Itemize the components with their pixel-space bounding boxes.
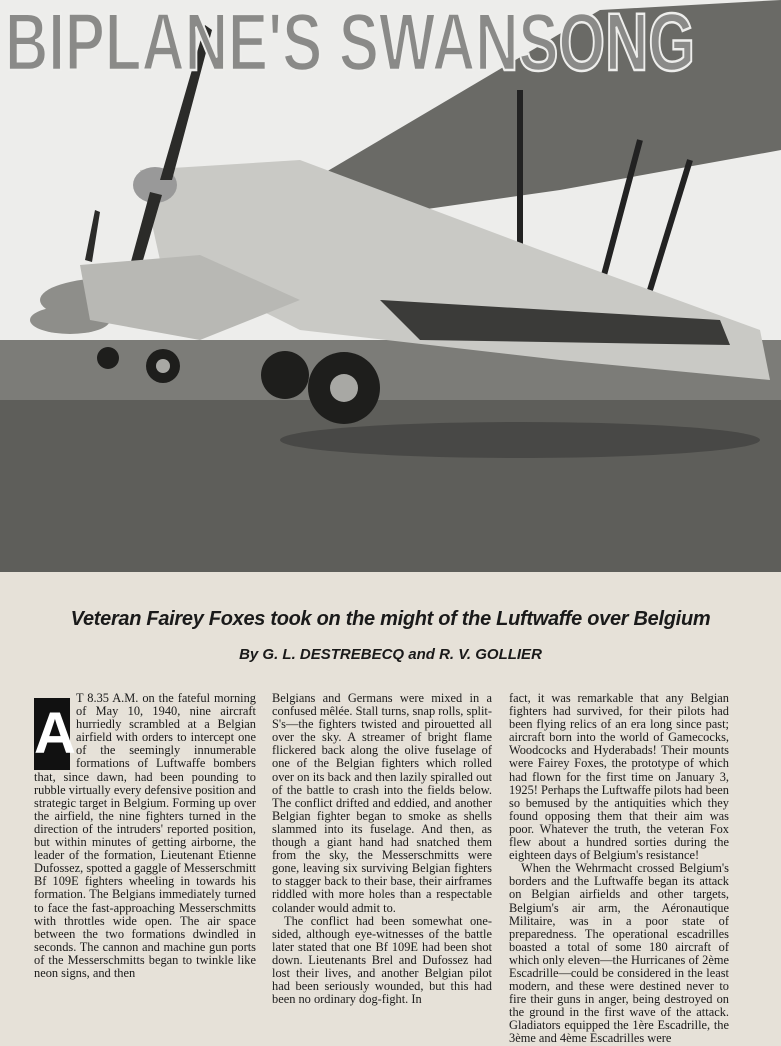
byline: By G. L. DESTREBECQ and R. V. GOLLIER [239, 646, 542, 663]
headline [0, 0, 700, 80]
paragraph: When the Wehrmacht crossed Belgium's borders and the Luftwaffe began its attack on Belgian airfields and other targets, Belgium's air arm, the Aéronautique Militaire, was in a poor state of preparedness. The operational escadrilles boasted a total of some 180 aircraft of which only eleven—the Hurricanes of 2ème Escadrille—could be considered in the least modern, and these were destined never to fire their guns in anger, being destroyed on the ground in the first wave of the attack. Gladiators equipped the 1ère Escadrille, the 3ème and 4ème Escadrilles were [509, 861, 729, 1046]
article-column-1 [34, 692, 256, 980]
paragraph: fact, it was remarkable that any Belgian fighters had survived, for their pilots had been flying relics of an era long since past; aircraft born into the world of Gamecocks, Woodcocks and Hyderabads! Their mounts were Fairey Foxes, the prototype of which had flown for the first time on January 3, 1925! Perhaps the Luftwaffe pilots had been so bemused by the antiquities which they found opposing them that their aim was poor. Whatever the truth, the veteran Fox flew about a hundred sorties during the eighteen days of Belgium's resistance! [509, 691, 729, 863]
subtitle: Veteran Fairey Foxes took on the might of the Luftwaffe over Belgium [70, 608, 711, 630]
drop-cap: A [34, 698, 70, 770]
paragraph: The conflict had been somewhat one-sided, although eye-witnesses of the battle later stated that one Bf 109E had been shot down. Lieutenants Brel and Dufossez had lost their lives, and another Belgian pilot had been seriously wounded, but this had been no ordinary dog-fight. In [272, 913, 492, 1007]
paragraph: Belgians and Germans were mixed in a confused mêlée. Stall turns, snap rolls, split-S's—the fighters twisted and pirouetted all over the sky. A streamer of bright flame flickered back along the olive fuselage of one of the Belgian fighters which rolled over on its back and then lazily spiralled out of the battle to crash into the fields below. The conflict drifted and eddied, and another Belgian fighter began to smoke as shells slammed into its fuselage. And then, as though a giant hand had snatched them from the sky, the Messerschmitts were gone, leaving six surviving Belgian fighters to stagger back to their base, their airframes riddled with more holes than a respectable colander would admit to. [272, 691, 492, 915]
paragraph: T 8.35 A.M. on the fateful morning of May 10, 1940, nine aircraft hurriedly scrambled at a Belgian airfield with orders to intercept one of the seemingly innumerable formations of Luftwaffe bombers that, since dawn, had been pounding to rubble virtually every defensive position and strategic target in Belgium. Forming up over the airfield, the nine fighters turned in the direction of the intruders' reported position, but within minutes of getting airborne, the leader of the formation, Lieutenant Etienne Dufossez, spotted a gaggle of Messerschmitt Bf 109E fighters wheeling in towards his formation. The Belgians immediately turned to face the fast-approaching Messerschmitts with throttles wide open. The air space between the two formations dwindled in seconds. The cannon and machine gun ports of the Messerschmitts began to twinkle like neon signs, and then [34, 691, 256, 980]
article-column-2 [272, 692, 492, 1006]
article-column-3 [509, 692, 729, 1046]
svg-text:BIPLANE'S SWANSONG: BIPLANE'S SWANSONG [5, 0, 695, 80]
